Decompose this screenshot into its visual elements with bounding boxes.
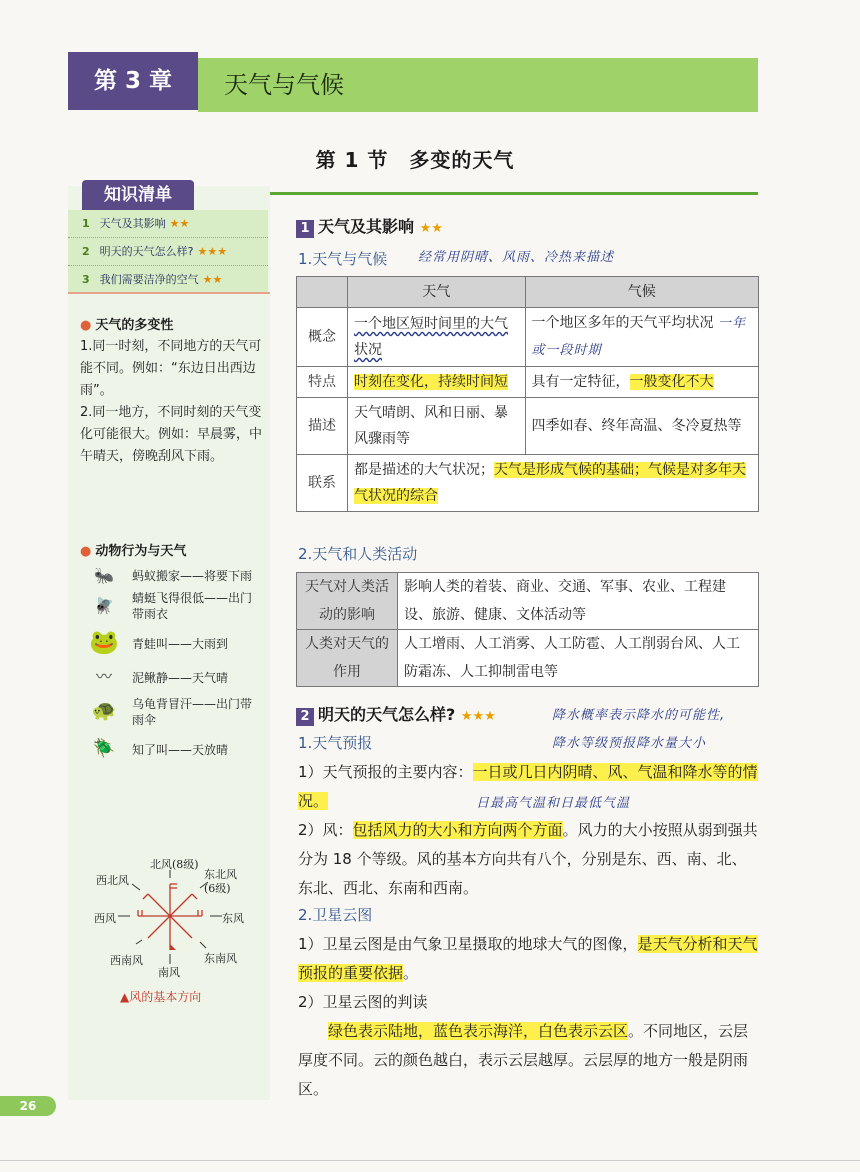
compass-southeast: 东南风 (204, 952, 237, 965)
handwritten-note: 降水概率表示降水的可能性, (552, 708, 726, 723)
animal-saying: 蚂蚁搬家——将要下雨 (132, 569, 253, 583)
table-cell: 一个地区多年的天气平均状况 一年或一段时期 (525, 308, 758, 367)
table-cell: 特点 (297, 367, 348, 398)
handwritten-note: 降水等级预报降水量大小 (552, 736, 707, 751)
frog-icon: 🐸 (89, 628, 119, 656)
ant-icon: 🐜 (94, 566, 114, 585)
star-icon: ★★ (202, 273, 223, 286)
animal-saying: 青蛙叫——大雨到 (132, 637, 229, 651)
chapter-title-bar (198, 58, 758, 112)
variability-text-1: 1.同一时刻，不同地方的天气可能不同。例如：“东边日出西边雨”。 (80, 339, 262, 398)
table-cell: 描述 (297, 398, 348, 455)
handwritten-note: 一年或一段时期 (531, 316, 747, 358)
compass-west: 西风 (94, 912, 116, 925)
chapter-number: 第 3 章 (93, 68, 173, 94)
compass-northwest: 西北风 (96, 874, 129, 887)
subheading-forecast: 1.天气预报 (298, 734, 373, 752)
table-cell: 人工增雨、人工消雾、人工防雹、人工削弱台风、人工防霜冻、人工抑制雷电等 (398, 630, 759, 687)
handwritten-note: 日最高气温和日最低气温 (476, 796, 631, 811)
compass-caption: ▲风的基本方向 (120, 990, 202, 1004)
table-cell: 联系 (297, 455, 348, 512)
table-row (297, 277, 759, 308)
star-icon: ★★ (169, 217, 190, 230)
table-cell: 天气对人类活动的影响 (297, 573, 398, 630)
compass-south: 南风 (158, 966, 180, 979)
animal-saying: 蜻蜓飞得很低——出门带雨衣 (132, 591, 253, 621)
list-item: 1 天气及其影响 ★★ (68, 210, 268, 238)
table-header-cell: 天气 (348, 277, 526, 308)
variability-text-2: 2.同一地方，不同时刻的天气变化可能很大。例如：早晨雾，中午晴天，傍晚刮风下雨。 (80, 405, 263, 464)
bullet-icon: ● (80, 318, 92, 333)
subheading-satellite: 2.卫星云图 (298, 906, 373, 924)
table-cell: 四季如春、终年高温、冬冷夏热等 (525, 398, 758, 455)
table-cell: 具有一定特征，一般变化不大 (525, 367, 758, 398)
table-cell: 人类对天气的作用 (297, 630, 398, 687)
table-cell: 一个地区短时间里的大气状况 (348, 308, 526, 367)
compass-north: 北风(8级) (150, 858, 199, 871)
loach-icon: 〰 (95, 667, 112, 686)
chapter-title: 天气与气候 (224, 71, 344, 99)
animal-saying: 乌龟背冒汗——出门带雨伞 (132, 697, 253, 727)
list-item: 2 明天的天气怎么样? ★★★ (68, 238, 268, 266)
knowledge-list (68, 210, 268, 294)
page-number: 26 (0, 1096, 56, 1116)
table-cell: 天气晴朗、风和日丽、暴风骤雨等 (348, 398, 526, 455)
table-cell: 概念 (297, 308, 348, 367)
heading-tomorrow-weather: 2 明天的天气怎么样? ★★★ (296, 702, 496, 726)
cicada-icon: 🪲 (92, 738, 116, 759)
star-icon: ★★★ (460, 709, 496, 724)
satellite-colors: 绿色表示陆地，蓝色表示海洋，白色表示云区。不同地区，云层厚度不同。云的颜色越白，表示云层越厚。云层厚的地方一般是阴雨区。 (298, 1022, 749, 1098)
variability-heading: ● 天气的多变性 (80, 318, 174, 333)
table-row (297, 630, 759, 687)
divider (0, 1160, 860, 1161)
animal-heading: ● 动物行为与天气 (80, 544, 187, 559)
section-title: 第 1 节 多变的天气 (315, 148, 515, 172)
compass-northeast: 东北风(6级) (204, 868, 237, 895)
weather-climate-table (296, 276, 759, 512)
list-item: 3 我们需要洁净的空气 ★★ (68, 266, 268, 294)
satellite-definition: 1）卫星云图是由气象卫星摄取的地球大气的图像，是天气分析和天气预报的重要依据。 (298, 935, 758, 982)
divider (270, 192, 758, 195)
compass-southwest: 西南风 (110, 954, 143, 967)
star-icon: ★★★ (197, 245, 228, 258)
animal-saying: 泥鳅静——天气晴 (132, 671, 229, 685)
table-row (297, 308, 759, 367)
compass-east: 东风 (222, 912, 244, 925)
forecast-wind: 2）风：包括风力的大小和方向两个方面。风力的大小按照从弱到强共分为 18 个等级。风的基本方向共有八个，分别是东、西、南、北、东北、西北、东南和西南。 (298, 821, 758, 897)
turtle-icon: 🐢 (91, 698, 117, 722)
weather-human-table (296, 572, 759, 687)
knowledge-list-title: 知识清单 (82, 180, 194, 210)
table-cell: 影响人类的着装、商业、交通、军事、农业、工程建设、旅游、健康、文体活动等 (398, 573, 759, 630)
divider (68, 292, 270, 294)
animal-saying: 知了叫——天放晴 (132, 743, 229, 757)
table-row (297, 367, 759, 398)
chapter-number-box (68, 52, 198, 110)
dragonfly-icon: 🪰 (94, 596, 114, 615)
table-row (297, 573, 759, 630)
star-icon: ★★ (419, 221, 443, 236)
subheading-weather-human: 2.天气和人类活动 (298, 545, 418, 563)
satellite-reading: 2）卫星云图的判读 (298, 993, 428, 1011)
forecast-content: 1）天气预报的主要内容：一日或几日内阴晴、风、气温和降水等的情况。 (298, 763, 758, 810)
table-cell: 都是描述的大气状况；天气是形成气候的基础；气候是对多年天气状况的综合 (348, 455, 759, 512)
handwritten-note: 经常用阴晴、风雨、冷热来描述 (418, 250, 615, 265)
table-header-cell: 气候 (525, 277, 758, 308)
table-cell: 时刻在变化，持续时间短 (348, 367, 526, 398)
bullet-icon: ● (80, 544, 92, 559)
table-row (297, 455, 759, 512)
table-row (297, 398, 759, 455)
subheading-weather-climate: 1.天气与气候 (298, 250, 388, 268)
table-header-cell (297, 277, 348, 308)
heading-weather-impact: 1 天气及其影响 ★★ (296, 214, 443, 238)
